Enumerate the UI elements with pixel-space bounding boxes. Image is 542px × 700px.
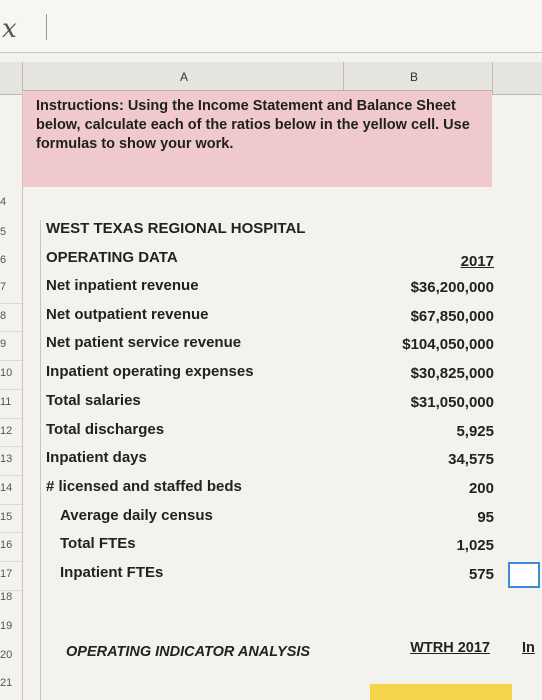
row-label: Inpatient days (46, 449, 147, 467)
fx-icon[interactable]: x (2, 14, 17, 44)
row-gridline (0, 418, 24, 419)
row-number[interactable]: 16 (0, 539, 13, 552)
row-label: Total salaries (46, 391, 141, 409)
row-label: Inpatient FTEs (60, 564, 164, 581)
hospital-title: WEST TEXAS REGIONAL HOSPITAL (46, 220, 306, 237)
row-number[interactable]: 14 (0, 481, 13, 494)
row-value: $67,850,000 (410, 307, 494, 325)
row-number[interactable]: 10 (0, 367, 13, 380)
instructions-text: Instructions: Using the Income Statement and Balance Sheet below, calculate each of the ratios below in the yellow cell. Use formulas to show your work. (36, 98, 470, 152)
row-value: $104,050,000 (402, 336, 494, 354)
analysis-col-c: In (522, 640, 535, 656)
operating-data-heading: OPERATING DATA (46, 249, 178, 266)
row-value: 575 (468, 566, 494, 583)
row-gutter-divider (22, 94, 23, 700)
formula-separator (46, 14, 47, 40)
row-value: 1,025 (456, 537, 494, 555)
row-number[interactable]: 7 (0, 281, 7, 293)
row-gridline (0, 561, 24, 562)
row-gridline (0, 504, 24, 505)
year-header: 2017 (460, 253, 494, 270)
row-gridline (0, 389, 24, 390)
row-label: Net outpatient revenue (46, 305, 209, 323)
row-number[interactable]: 6 (0, 254, 7, 266)
analysis-heading: OPERATING INDICATOR ANALYSIS (66, 644, 311, 660)
row-number[interactable]: 19 (0, 620, 13, 632)
column-header-b[interactable]: B (410, 70, 419, 84)
row-number[interactable]: 8 (0, 309, 7, 322)
row-number[interactable]: 11 (0, 395, 12, 408)
row-gridline (0, 532, 24, 533)
row-value: $31,050,000 (410, 393, 494, 411)
row-label: Inpatient operating expenses (46, 363, 254, 381)
row-gridline (0, 331, 24, 332)
row-label: Total discharges (46, 420, 165, 438)
row-number[interactable]: 5 (0, 226, 7, 238)
row-label: Total FTEs (60, 535, 136, 553)
row-value: 34,575 (448, 451, 494, 469)
instructions-cell[interactable] (22, 90, 492, 187)
yellow-answer-cell[interactable] (370, 684, 512, 700)
row-number[interactable]: 4 (0, 196, 7, 208)
row-number[interactable]: 12 (0, 424, 13, 437)
row-label: # licensed and staffed beds (46, 477, 242, 495)
selected-cell[interactable] (508, 562, 540, 588)
row-value: 5,925 (456, 422, 494, 440)
row-number[interactable]: 20 (0, 649, 13, 661)
row-value: $30,825,000 (410, 365, 494, 383)
row-gridline (0, 303, 24, 304)
row-value: $36,200,000 (410, 279, 494, 296)
row-gridline (0, 475, 24, 476)
row-label: Average daily census (60, 506, 213, 524)
row-number[interactable]: 21 (0, 677, 13, 689)
formula-bar (0, 0, 542, 53)
row-number[interactable]: 17 (0, 568, 13, 580)
column-divider (492, 62, 493, 94)
row-value: 200 (468, 479, 494, 497)
row-number[interactable]: 18 (0, 591, 13, 603)
row-value: 95 (477, 508, 494, 526)
column-header-a[interactable]: A (180, 70, 189, 84)
select-all-corner[interactable] (0, 62, 23, 94)
row-gridline (0, 360, 24, 361)
row-gridline (0, 446, 24, 447)
row-number[interactable]: 15 (0, 510, 13, 523)
analysis-col-b: WTRH 2017 (410, 640, 490, 656)
row-number[interactable]: 13 (0, 453, 13, 466)
column-a-left-border (40, 220, 41, 700)
row-label: Net patient service revenue (46, 334, 242, 352)
row-number[interactable]: 9 (0, 338, 7, 351)
row-label: Net inpatient revenue (46, 277, 199, 294)
